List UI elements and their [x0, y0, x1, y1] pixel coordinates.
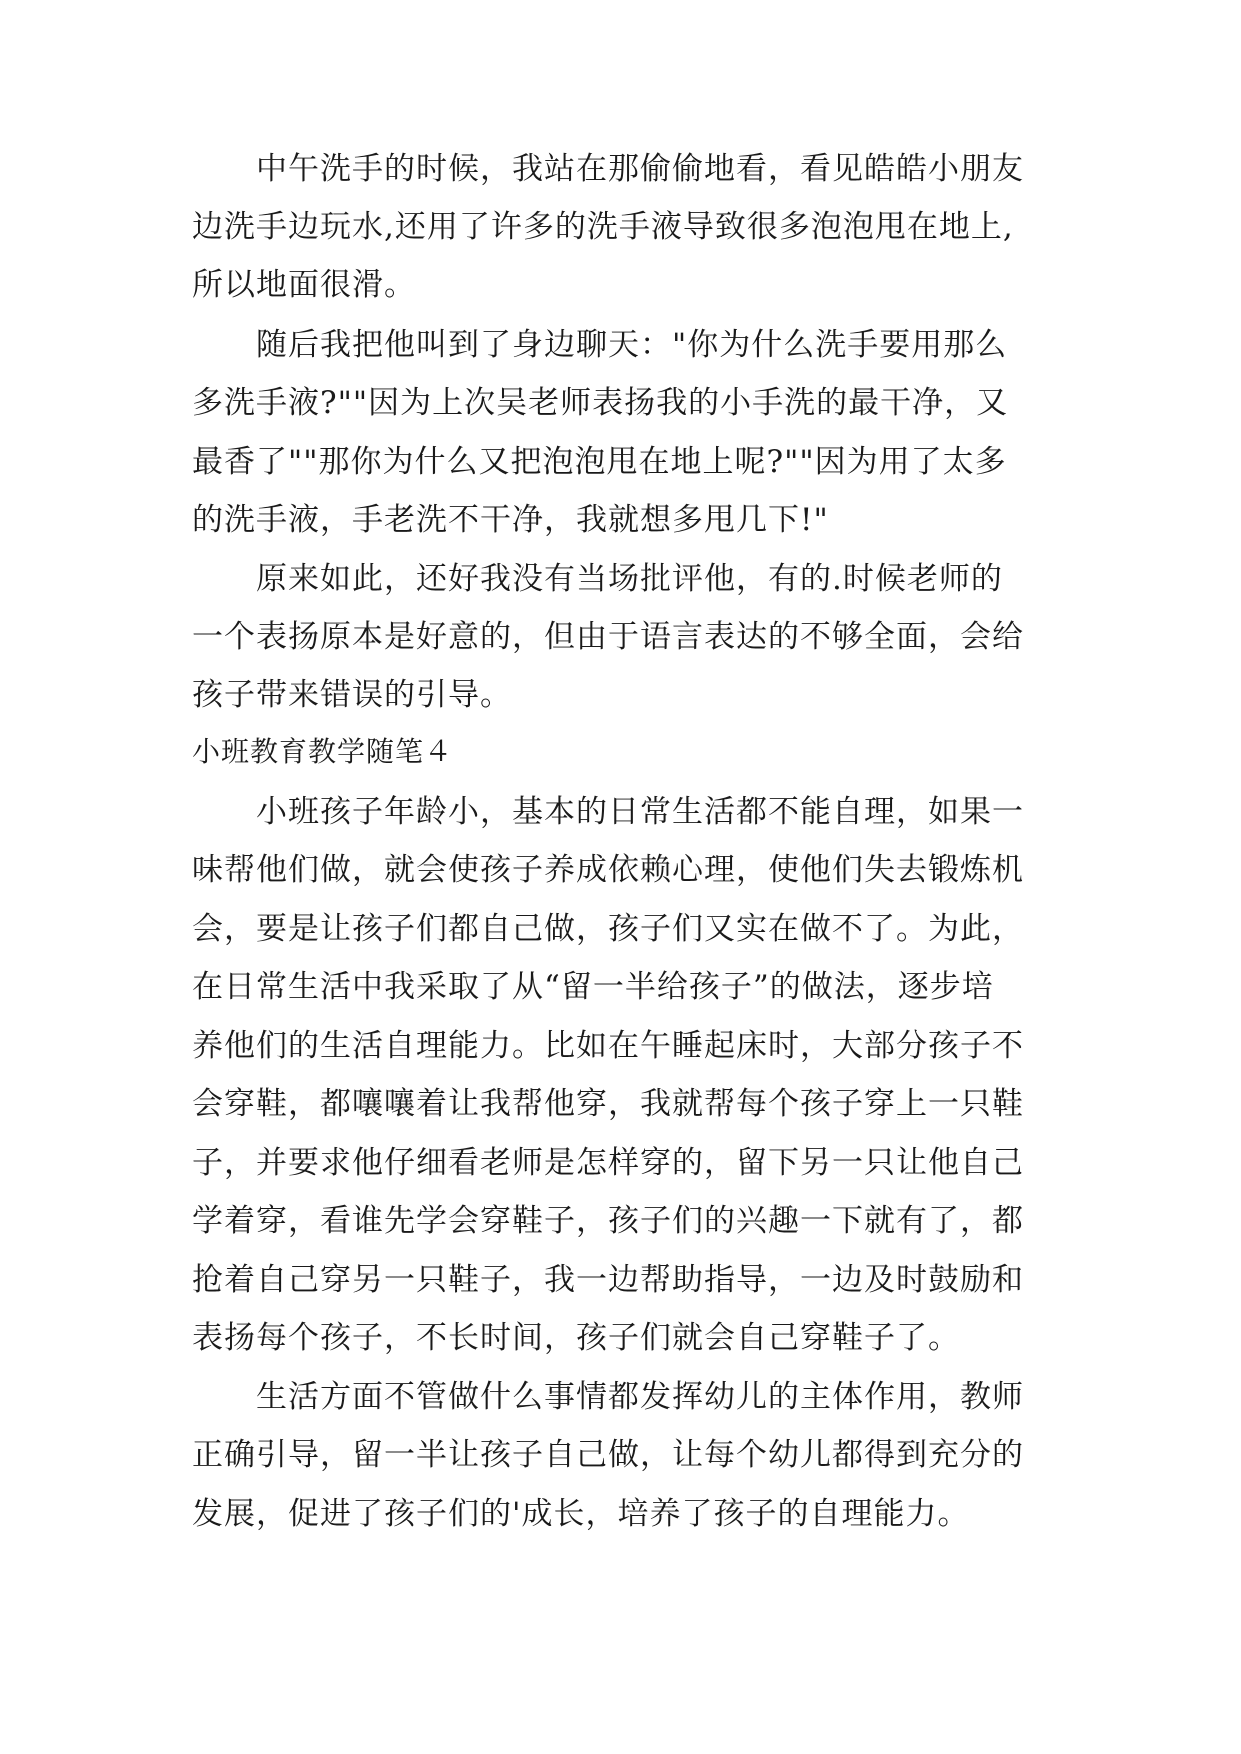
paragraph-1-line-2: 边洗手边玩水,还用了许多的洗手液导致很多泡泡甩在地上, — [192, 209, 1014, 245]
paragraph-3-line-2: 一个表扬原本是好意的，但由于语言表达的不够全面，会给 — [192, 619, 1024, 655]
paragraph-3-line-1: 原来如此，还好我没有当场批评他，有的.时候老师的 — [256, 561, 1003, 597]
paragraph-4-line-9: 抢着自己穿另一只鞋子，我一边帮助指导，一边及时鼓励和 — [192, 1262, 1024, 1298]
paragraph-2-line-3: 最香了""那你为什么又把泡泡甩在地上呢?""因为用了太多 — [192, 444, 1007, 480]
paragraph-2-line-1: 随后我把他叫到了身边聊天："你为什么洗手要用那么 — [256, 327, 1008, 363]
paragraph-4-line-6: 会穿鞋，都嚷嚷着让我帮他穿，我就帮每个孩子穿上一只鞋 — [192, 1086, 1024, 1122]
paragraph-4-line-1: 小班孩子年龄小，基本的日常生活都不能自理，如果一 — [256, 794, 1024, 830]
section-heading: 小班教育教学随笔４ — [192, 735, 454, 768]
paragraph-2-line-2: 多洗手液?""因为上次吴老师表扬我的小手洗的最干净，又 — [192, 385, 1009, 421]
paragraph-4-line-4: 在日常生活中我采取了从“留一半给孩子”的做法，逐步培 — [192, 969, 994, 1005]
paragraph-4-line-7: 子，并要求他仔细看老师是怎样穿的，留下另一只让他自己 — [192, 1145, 1024, 1181]
paragraph-5-line-2: 正确引导，留一半让孩子自己做，让每个幼儿都得到充分的 — [192, 1437, 1024, 1473]
paragraph-1-line-3: 所以地面很滑。 — [192, 267, 416, 303]
paragraph-3-line-3: 孩子带来错误的引导。 — [192, 677, 512, 713]
paragraph-1-line-1: 中午洗手的时候，我站在那偷偷地看，看见皓皓小朋友 — [256, 151, 1024, 187]
paragraph-4-line-3: 会，要是让孩子们都自己做，孩子们又实在做不了。为此， — [192, 911, 1024, 947]
paragraph-5-line-3: 发展，促进了孩子们的'成长，培养了孩子的自理能力。 — [192, 1496, 970, 1532]
paragraph-2-line-4: 的洗手液，手老洗不干净，我就想多甩几下!" — [192, 502, 829, 538]
paragraph-4-line-10: 表扬每个孩子，不长时间，孩子们就会自己穿鞋子了。 — [192, 1320, 960, 1356]
paragraph-4-line-2: 味帮他们做，就会使孩子养成依赖心理，使他们失去锻炼机 — [192, 852, 1024, 888]
paragraph-4-line-5: 养他们的生活自理能力。比如在午睡起床时，大部分孩子不 — [192, 1028, 1024, 1064]
paragraph-5-line-1: 生活方面不管做什么事情都发挥幼儿的主体作用，教师 — [256, 1379, 1024, 1415]
paragraph-4-line-8: 学着穿，看谁先学会穿鞋子，孩子们的兴趣一下就有了，都 — [192, 1203, 1024, 1239]
